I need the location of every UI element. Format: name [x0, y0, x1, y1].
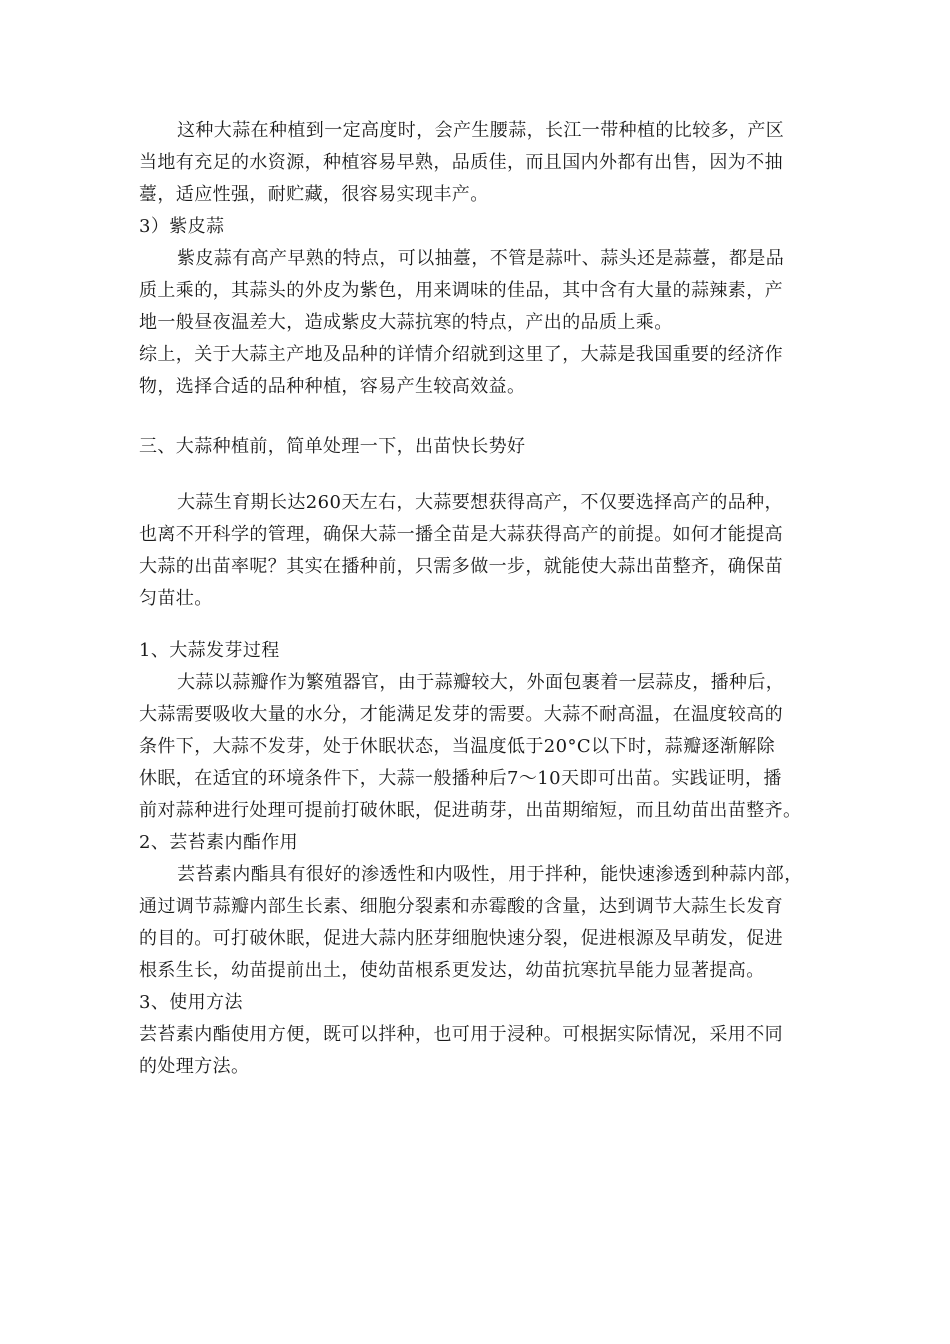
text-line: 芸苔素内酯使用方便，既可以拌种，也可用于浸种。可根据实际情况，采用不同: [139, 1024, 783, 1045]
text-line: 综上，关于大蒜主产地及品种的详情介绍就到这里了，大蒜是我国重要的经济作: [139, 344, 783, 365]
spacer: [139, 463, 823, 487]
text-line: 的目的。可打破休眠，促进大蒜内胚芽细胞快速分裂，促进根源及早萌发，促进: [139, 928, 783, 949]
text-line: 芸苔素内酯具有很好的渗透性和内吸性，用于拌种，能快速渗透到种蒜内部，: [177, 864, 803, 885]
text-line: 当地有充足的水资源，种植容易早熟，品质佳，而且国内外都有出售，因为不抽: [139, 152, 783, 173]
text-line: 匀苗壮。: [139, 588, 213, 609]
text-line: 根系生长，幼苗提前出土，使幼苗根系更发达，幼苗抗寒抗旱能力显著提高。: [139, 960, 765, 981]
text-line: 大蒜以蒜瓣作为繁殖器官，由于蒜瓣较大，外面包裹着一层蒜皮，播种后，: [177, 672, 785, 693]
text-line: 紫皮蒜有高产早熟的特点，可以抽薹，不管是蒜叶、蒜头还是蒜薹，都是品: [177, 248, 785, 269]
text-line: 的处理方法。: [139, 1056, 250, 1077]
subheading-purple-garlic: 3）紫皮蒜: [139, 216, 225, 237]
text-line: 大蒜需要吸收大量的水分，才能满足发芽的需要。大蒜不耐高温，在温度较高的: [139, 704, 783, 725]
paragraph-sprouting: [139, 667, 823, 827]
text-line: 休眠，在适宜的环境条件下，大蒜一般播种后7～10天即可出苗。实践证明，播: [139, 768, 782, 789]
text-line: 前对蒜种进行处理可提前打破休眠，促进萌芽，出苗期缩短，而且幼苗出苗整齐。: [139, 800, 802, 821]
paragraph-section-intro: [139, 487, 823, 615]
text-line: 也离不开科学的管理，确保大蒜一播全苗是大蒜获得高产的前提。如何才能提高: [139, 524, 783, 545]
spacer: [139, 615, 823, 635]
spacer: [139, 403, 823, 431]
text-line: 质上乘的，其蒜头的外皮为紫色，用来调味的佳品，其中含有大量的蒜辣素，产: [139, 280, 783, 301]
text-line: 薹，适应性强，耐贮藏，很容易实现丰产。: [139, 184, 489, 205]
subheading-usage: 3、使用方法: [139, 992, 243, 1013]
paragraph-purple-garlic: [139, 243, 823, 339]
text-line: 通过调节蒜瓣内部生长素、细胞分裂素和赤霉酸的含量，达到调节大蒜生长发育: [139, 896, 783, 917]
document-page: [139, 115, 823, 1083]
text-line: 条件下，大蒜不发芽，处于休眠状态，当温度低于20°C以下时，蒜瓣逐渐解除: [139, 736, 776, 757]
text-line: 物，选择合适的品种种植，容易产生较高效益。: [139, 376, 526, 397]
paragraph-usage: [139, 1019, 823, 1083]
text-line: 地一般昼夜温差大，造成紫皮大蒜抗寒的特点，产出的品质上乘。: [139, 312, 673, 333]
paragraph-brassinolide: [139, 859, 823, 987]
subheading-brassinolide: 2、芸苔素内酯作用: [139, 832, 299, 853]
text-line: 大蒜的出苗率呢？其实在播种前，只需多做一步，就能使大蒜出苗整齐，确保苗: [139, 556, 783, 577]
subheading-sprouting: 1、大蒜发芽过程: [139, 640, 280, 661]
text-line: 大蒜生育期长达260天左右，大蒜要想获得高产，不仅要选择高产的品种，: [177, 492, 783, 513]
paragraph-summary: [139, 339, 823, 403]
text-line: 这种大蒜在种植到一定高度时，会产生腰蒜，长江一带种植的比较多，产区: [177, 120, 785, 141]
section-title: 三、大蒜种植前，简单处理一下，出苗快长势好: [139, 436, 526, 457]
paragraph-intro: [139, 115, 823, 211]
